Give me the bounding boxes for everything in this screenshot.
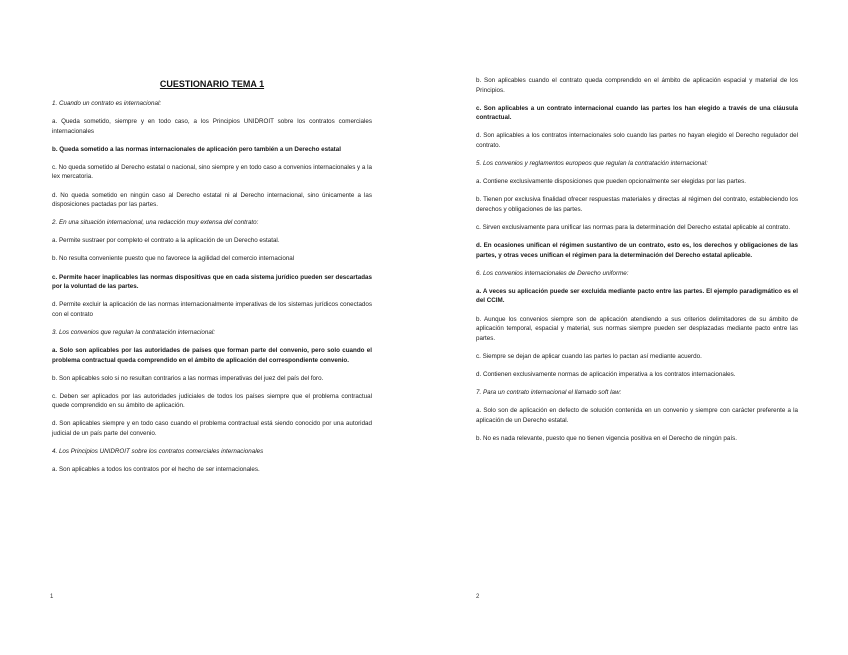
question-2: 2. En una situación internacional, una redacción muy extensa del contrato: (52, 219, 259, 227)
question-6-option-a-correct: a. A veces su aplicación puede ser excluida mediante pacto entre las partes. El ejemplo paradigmático es el del CCIM. (476, 287, 798, 305)
question-1-option-d: d. No queda sometido en ningún caso al Derecho estatal ni al Derecho internacional, sino únicamente a las disposiciones pactadas por las partes. (52, 191, 372, 209)
question-4-option-b: b. Son aplicables cuando el contrato queda comprendido en el ámbito de aplicación espacial y material de los Principios. (476, 77, 798, 94)
question-4: 4. Los Principios UNIDROIT sobre los contratos comerciales internacionales (52, 448, 264, 456)
page-number: 2 (476, 594, 480, 600)
question-3-option-c: c. Deben ser aplicados por las autoridades judiciales de todos los países siempre que el problema contractual quede comprendido en su ámbito de aplicación. (52, 392, 372, 410)
question-2-option-a: a. Permite sustraer por completo el contrato a la aplicación de un Derecho estatal. (52, 237, 280, 245)
question-5: 5. Los convenios y reglamentos europeos que regulan la contratación internacional: (476, 160, 708, 168)
question-1-option-a: a. Queda sometido, siempre y en todo caso, a los Principios UNIDROIT sobre los contratos comerciales internacionales (52, 118, 372, 135)
question-3-option-b: b. Son aplicables solo si no resultan contrarios a las normas imperativas del juez del país del foro. (52, 374, 324, 382)
question-5-option-d-correct: d. En ocasiones unifican el régimen sustantivo de un contrato, esto es, los derechos y obligaciones de las partes, y otras veces unifican el régimen para la determinación del Derecho estatal aplicable. (476, 242, 798, 259)
document-page-2 (424, 0, 848, 655)
question-3-option-d: d. Son aplicables siempre y en todo caso cuando el problema contractual está siendo conocido por una autoridad judicial de un país parte del convenio. (52, 420, 372, 438)
question-4-option-d: d. Son aplicables a los contratos internacionales solo cuando las partes no hayan elegido el Derecho regulador del contrato. (476, 132, 798, 149)
question-6-option-b: b. Aunque los convenios siempre son de aplicación atendiendo a sus criterios delimitadores de su ámbito de aplicación temporal, espacial y material, sus normas siempre pueden ser desplazadas mediante pacto entre las partes. (476, 315, 798, 342)
question-5-option-a: a. Contiene exclusivamente disposiciones que pueden opcionalmente ser elegidas por las partes. (476, 178, 746, 186)
question-7: 7. Para un contrato internacional el llamado soft law: (476, 388, 622, 396)
question-6-option-d: d. Contienen exclusivamente normas de aplicación imperativa a los contratos internacionales. (476, 370, 736, 378)
question-3-option-a-correct: a. Solo son aplicables por las autoridades de países que forman parte del convenio, pero solo cuando el problema contractual queda comprendido en el ámbito de aplicación del correspondiente convenio. (52, 347, 372, 364)
document-title: CUESTIONARIO TEMA 1 (159, 79, 265, 89)
page-1-text-column (52, 76, 372, 483)
question-7-option-a: a. Solo son de aplicación en defecto de solución contenida en un convenio y siempre con carácter preferente a la aplicación de un Derecho estatal. (476, 407, 798, 424)
page-number: 1 (50, 594, 54, 600)
page-2-text-column (476, 76, 798, 452)
question-2-option-c-correct: c. Permite hacer inaplicables las normas dispositivas que en cada sistema jurídico pueden ser descartadas por la voluntad de las partes. (52, 273, 372, 291)
question-2-option-d: d. Permite excluir la aplicación de las normas internacionalmente imperativas de los sistemas jurídicos conectados con el contrato (52, 301, 372, 318)
question-7-option-b: b. No es nada relevante, puesto que no tienen vigencia positiva en el Derecho de ningún país. (476, 434, 737, 442)
question-1-option-b-correct: b. Queda sometido a las normas internacionales de aplicación pero también a un Derecho estatal (52, 145, 341, 153)
question-1: 1. Cuando un contrato es internacional: (52, 100, 162, 107)
question-6: 6. Los convenios internacionales de Derecho uniforme: (476, 269, 629, 277)
question-5-option-c: c. Sirven exclusivamente para unificar las normas para la determinación del Derecho estatal aplicable al contrato. (476, 223, 791, 231)
question-3: 3. Los convenios que regulan la contratación internacional: (52, 328, 215, 336)
question-1-option-c: c. No queda sometido al Derecho estatal o nacional, sino siempre y en todo caso a convenios internacionales y a la lex mercatoria. (52, 163, 372, 181)
question-2-option-b: b. No resulta conveniente puesto que no favorece la agilidad del comercio internacional (52, 255, 295, 263)
question-5-option-b: b. Tienen por exclusiva finalidad ofrecer respuestas materiales y directas al régimen del contrato, estableciendo los derechos y obligaciones de las partes. (476, 196, 798, 213)
question-4-option-a: a. Son aplicables a todos los contratos por el hecho de ser internacionales. (52, 466, 260, 474)
question-4-option-c-correct: c. Son aplicables a un contrato internacional cuando las partes los han elegido a través de una cláusula contractual. (476, 104, 798, 122)
question-6-option-c: c. Siempre se dejan de aplicar cuando las partes lo pactan así mediante acuerdo. (476, 352, 702, 360)
